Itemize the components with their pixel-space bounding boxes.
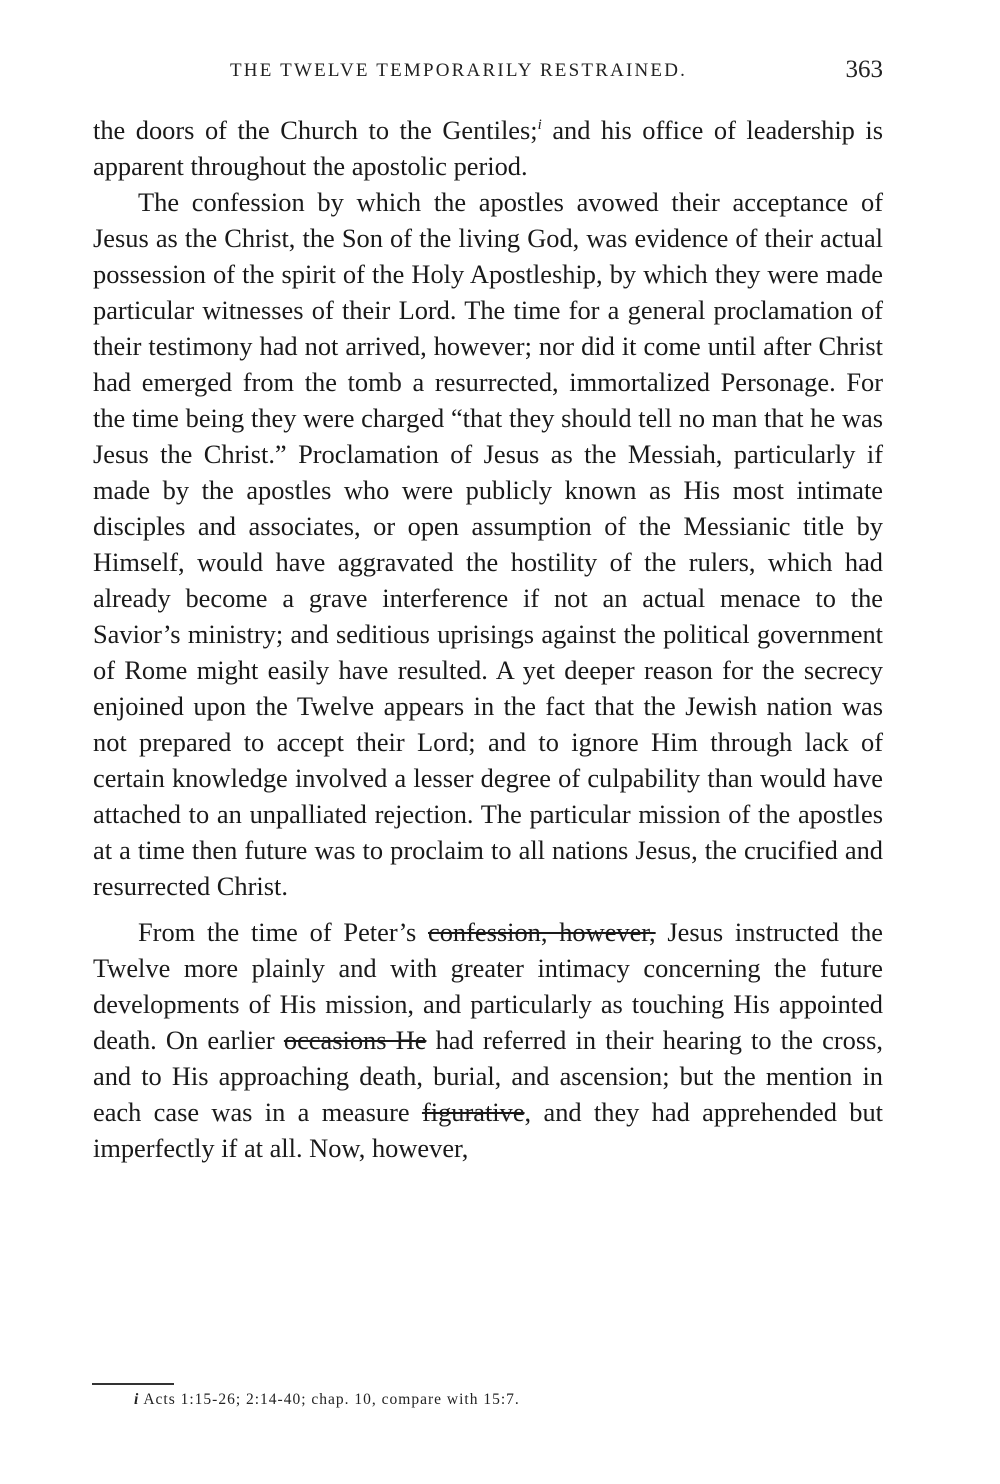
footnote xyxy=(134,1391,520,1409)
paragraph-1-part-2: and his office of leadership is apparent throughout the apostolic period. xyxy=(93,115,883,181)
paragraph-confession: The confession by which the apostles avowed their acceptance of Jesus as the Christ, the Son of the living God, was evidence of their actual possession of the spirit of the Holy Apostleship, by which they were made particular witnesses of their Lord. The time for a general proclamation of their testimony had not arrived, however; nor did it come until after Christ had emerged from the tomb a resurrected, immortalized Personage. For the time being they were charged “that they should tell no man that he was Jesus the Christ.” Proclamation of Jesus as the Messiah, particularly if made by the apostles who were publicly known as His most intimate disciples and associates, or open assumption of the Messianic title by Himself, would have aggravated the hostility of the rulers, which had already become a grave interference if not an actual menace to the Savior’s ministry; and seditious uprisings against the political government of Rome might easily have resulted. A yet deeper reason for the secrecy enjoined upon the Twelve appears in the fact that the Jewish nation was not prepared to accept their Lord; and to ignore Him through lack of certain knowledge involved a lesser degree of culpability than would have attached to an unpalliated rejection. The particular mission of the apostles at a time then future was to proclaim to all nations Jesus, the crucified and resurrected Christ. xyxy=(93,187,883,901)
struck-text-confession: confession, however, xyxy=(428,917,656,947)
footnote-marker: i xyxy=(134,1391,140,1408)
paragraph-continued xyxy=(93,112,883,184)
paragraph-1-part-1: the doors of the Church to the Gentiles; xyxy=(93,115,538,145)
struck-text-figurative: figurative xyxy=(421,1097,525,1127)
paragraph-3-part-a: From the time of Peter’s xyxy=(138,917,428,947)
running-head xyxy=(95,56,887,92)
paragraph-3-part-g: , and they had apprehended but imperfectly if at all. Now, however, xyxy=(93,1097,883,1163)
struck-text-occasions: occasions He xyxy=(283,1025,427,1055)
running-title: THE TWELVE TEMPORARILY RESTRAINED. xyxy=(230,60,688,81)
footnote-divider xyxy=(92,1383,174,1385)
footnote-reference: i xyxy=(537,117,542,134)
body-text xyxy=(93,112,883,1166)
paragraph-instruction xyxy=(93,914,883,1166)
paragraph-3-part-e: had referred in their hearing to the cross, and to His approaching death, burial, and ascension; but the mention in each case was in a measure xyxy=(93,1025,883,1127)
page-number: 363 xyxy=(845,56,883,83)
paragraph-3-part-c: Jesus instructed the Twelve more plainly and with greater intimacy concerning the future developments of His mission, and particularly as touching His appointed death. On earlier xyxy=(93,917,883,1055)
footnote-text: Acts 1:15-26; 2:14-40; chap. 10, compare with 15:7. xyxy=(143,1391,520,1408)
